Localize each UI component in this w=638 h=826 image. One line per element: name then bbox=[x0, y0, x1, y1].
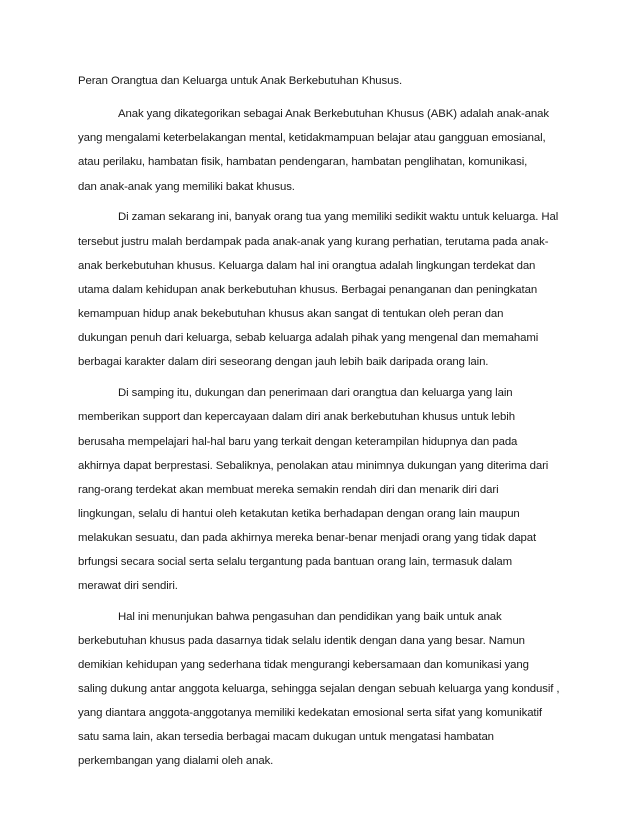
paragraph-4-line-2: berkebutuhan khusus pada dasarnya tidak selalu identik dengan dana yang besar. Namun bbox=[78, 635, 525, 647]
paragraph-2-line-2: tersebut justru malah berdampak pada anak-anak yang kurang perhatian, terutama pada anak- bbox=[78, 236, 549, 248]
paragraph-3-line-6: lingkungan, selalu di hantui oleh ketakutan ketika berhadapan dengan orang lain maupun bbox=[78, 508, 520, 520]
paragraph-4-line-5: yang diantara anggota-anggotanya memiliki kedekatan emosional serta sifat yang komunikatif bbox=[78, 707, 542, 719]
paragraph-3-line-8: brfungsi secara social serta selalu tergantung pada bantuan orang lain, termasuk dalam bbox=[78, 556, 513, 568]
paragraph-2-line-6: dukungan penuh dari keluarga, sebab keluarga adalah pihak yang mengenal dan memahami bbox=[78, 332, 539, 344]
paragraph-4-line-3: demikian kehidupan yang sederhana tidak mengurangi kebersamaan dan komunikasi yang bbox=[78, 659, 529, 671]
paragraph-4-line-6: satu sama lain, akan tersedia berbagai macam dukugan untuk mengatasi hambatan bbox=[78, 731, 494, 743]
paragraph-2-line-4: utama dalam kehidupan anak berkebutuhan khusus. Berbagai penanganan dan peningkatan bbox=[78, 284, 538, 296]
paragraph-2-line-1: Di zaman sekarang ini, banyak orang tua yang memiliki sedikit waktu untuk keluarga. Hal bbox=[118, 211, 559, 223]
paragraph-2-line-7: berbagai karakter dalam diri seseorang dengan jauh lebih baik daripada orang lain. bbox=[78, 356, 489, 368]
paragraph-3-line-7: melakukan sesuatu, dan pada akhirnya mereka benar-benar menjadi orang yang tidak dapat bbox=[78, 532, 537, 544]
paragraph-3-line-4: akhirnya dapat berprestasi. Sebaliknya, penolakan atau minimnya dukungan yang diterima dari bbox=[78, 460, 549, 472]
paragraph-4-line-7: perkembangan yang dialami oleh anak. bbox=[78, 755, 274, 767]
paragraph-3-line-5: rang-orang terdekat akan membuat mereka semakin rendah diri dan menarik diri dari bbox=[78, 484, 499, 496]
document-title: Peran Orangtua dan Keluarga untuk Anak Berkebutuhan Khusus. bbox=[78, 75, 403, 87]
paragraph-1-line-3: atau perilaku, hambatan fisik, hambatan pendengaran, hambatan penglihatan, komunikasi, bbox=[78, 156, 528, 168]
paragraph-3-line-2: memberikan support dan kepercayaan dalam diri anak berkebutuhan khusus untuk lebih bbox=[78, 411, 515, 423]
paragraph-2-line-5: kemampuan hidup anak bekebutuhan khusus akan sangat di tentukan oleh peran dan bbox=[78, 308, 504, 320]
paragraph-2-line-3: anak berkebutuhan khusus. Keluarga dalam hal ini orangtua adalah lingkungan terdekat dan bbox=[78, 260, 536, 272]
paragraph-1-line-1: Anak yang dikategorikan sebagai Anak Berkebutuhan Khusus (ABK) adalah anak-anak bbox=[118, 108, 549, 120]
paragraph-3-line-9: merawat diri sendiri. bbox=[78, 580, 178, 592]
paragraph-3-line-3: berusaha mempelajari hal-hal baru yang terkait dengan keterampilan hidupnya dan pada bbox=[78, 436, 518, 448]
paragraph-1-line-4: dan anak-anak yang memiliki bakat khusus. bbox=[78, 181, 295, 193]
paragraph-3-line-1: Di samping itu, dukungan dan penerimaan dari orangtua dan keluarga yang lain bbox=[118, 387, 513, 399]
paragraph-4-line-4: saling dukung antar anggota keluarga, sehingga sejalan dengan sebuah keluarga yang kondusif , bbox=[78, 683, 560, 695]
paragraph-4-line-1: Hal ini menunjukan bahwa pengasuhan dan pendidikan yang baik untuk anak bbox=[118, 611, 502, 623]
paragraph-1-line-2: yang mengalami keterbelakangan mental, ketidakmampuan belajar atau gangguan emosianal, bbox=[78, 132, 546, 144]
